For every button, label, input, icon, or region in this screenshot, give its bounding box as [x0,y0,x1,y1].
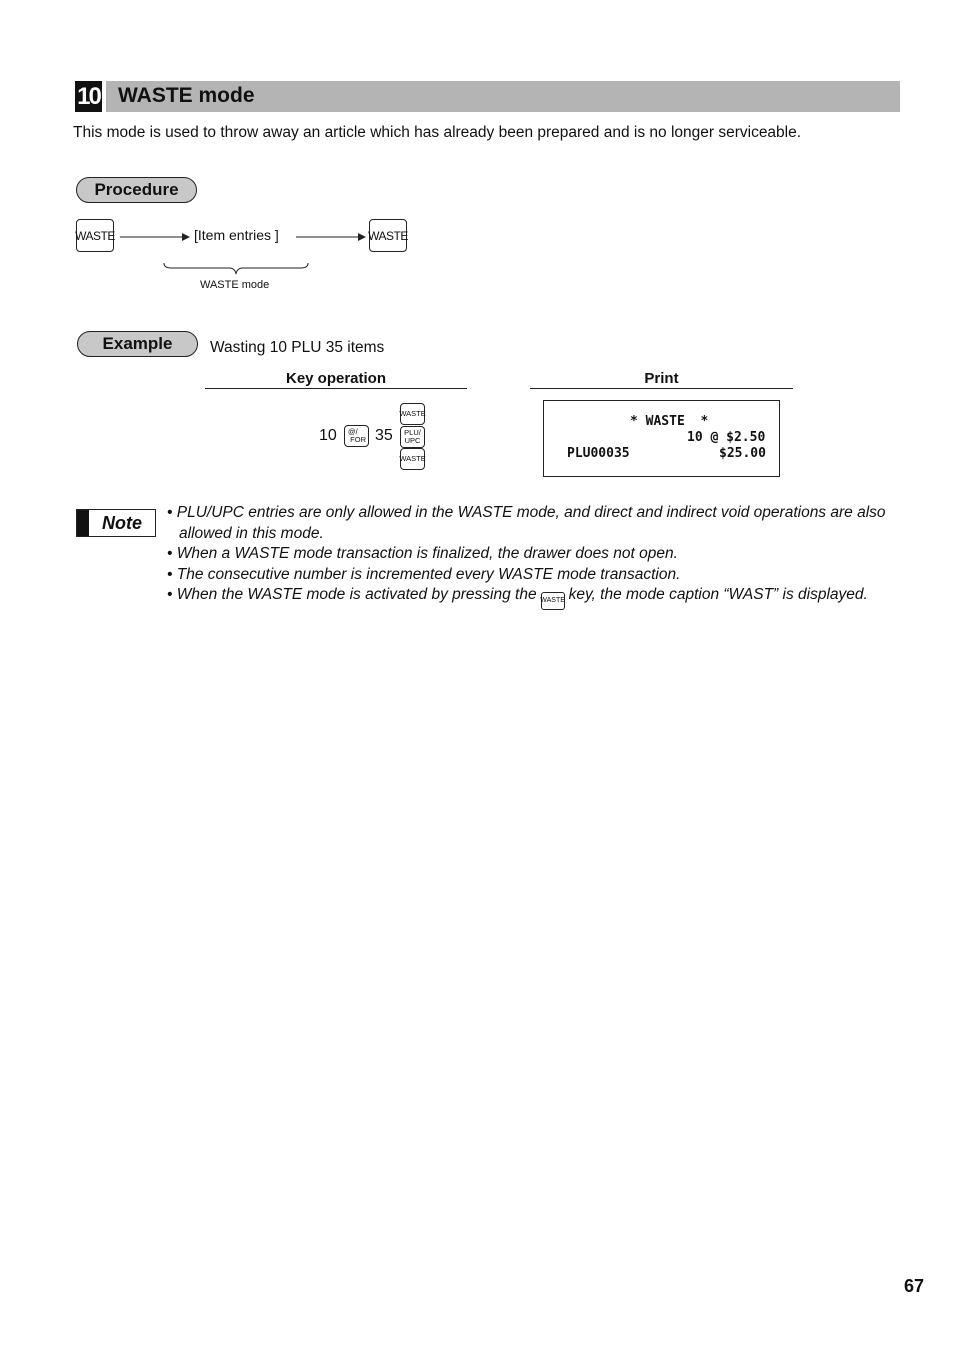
example-description: Wasting 10 PLU 35 items [210,339,385,356]
receipt-line-title: * WASTE * [630,414,709,429]
brace-label: WASTE mode [200,279,270,291]
note-item-text-before: When the WASTE mode is activated by pressing the [176,586,537,603]
plu-key-bottom: UPC [404,436,421,445]
note-item-text-after: key, the mode caption “WAST” is displayed. [568,586,868,603]
intro-text: This mode is used to throw away an article which has already been prepared and is no longer serviceable. [73,124,802,141]
section-number: 10 [75,81,102,112]
arrow-right-icon [296,230,366,244]
print-header: Print [530,370,793,389]
note-badge-bar [77,510,89,536]
for-key [344,425,369,447]
note-list [167,503,887,610]
receipt-print [543,400,780,477]
note-item-text: PLU/UPC entries are only allowed in the WASTE mode, and direct and indirect void operations are also allowed in this mode. [176,504,886,542]
procedure-label: Procedure [76,177,197,203]
receipt-line-plu: PLU00035 [567,446,630,461]
item-entries-text: [Item entries ] [194,227,279,243]
waste-key-inline: WASTE [541,592,565,610]
example-label: Example [77,331,198,357]
note-label: Note [102,512,142,533]
receipt-line-qty-price: 10 @ $2.50 [687,430,766,445]
note-item: • When the WASTE mode is activated by pressing the WASTE key, the mode caption “WAST” is displayed. [167,585,887,610]
waste-key-end: WASTE [369,219,407,252]
note-item-text: The consecutive number is incremented every WASTE mode transaction. [176,565,681,583]
waste-key-start: WASTE [76,219,114,252]
note-item: • When a WASTE mode transaction is finalized, the drawer does not open. [167,545,678,562]
for-key-top: @/ [348,427,358,436]
waste-key-small-top: WASTE [400,403,425,425]
arrow-right-icon [120,230,190,244]
note-item: • The consecutive number is incremented every WASTE mode transaction. [167,565,681,583]
note-badge [76,509,156,537]
note-item: • PLU/UPC entries are only allowed in the WASTE mode, and direct and indirect void operations are also allowed in this mode. [167,504,886,542]
note-item-text: When a WASTE mode transaction is finalized, the drawer does not open. [176,545,678,562]
plu-number: 35 [375,427,393,444]
for-key-bottom: FOR [350,435,366,444]
plu-key-top: PLU/ [404,428,421,437]
section-title: WASTE mode [118,84,255,107]
key-operation-header: Key operation [205,370,467,389]
page-number: 67 [904,1276,925,1296]
receipt-line-amount: $25.00 [719,446,766,461]
waste-key-small-bottom: WASTE [400,448,425,470]
plu-upc-key [400,426,425,448]
qty-value: 10 [319,427,337,444]
brace-icon [163,262,309,276]
